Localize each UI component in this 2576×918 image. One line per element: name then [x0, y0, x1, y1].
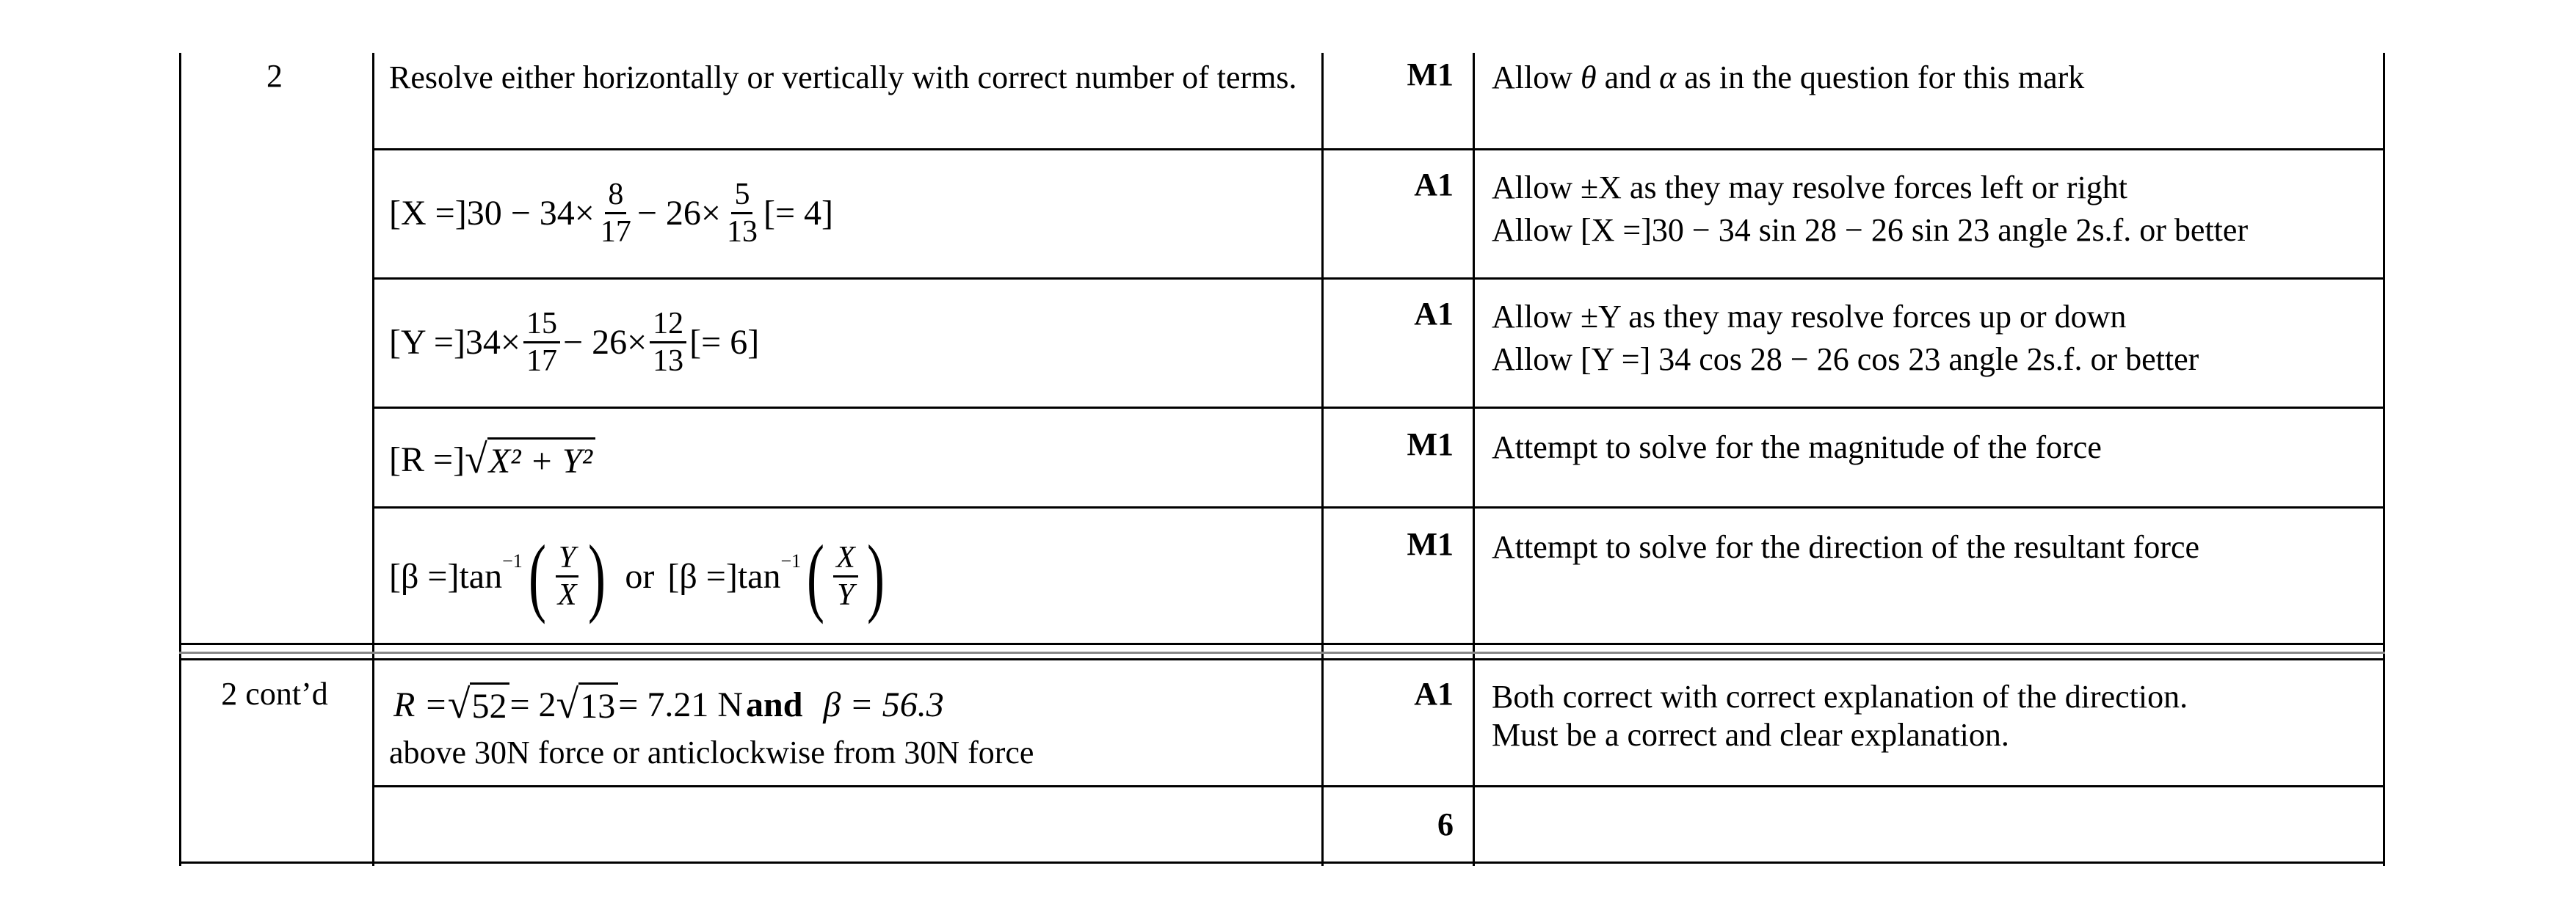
superscript: −1: [780, 550, 802, 572]
notes-line: Allow ±Y as they may resolve forces up or down: [1492, 299, 2127, 335]
radicand: 52: [470, 682, 509, 726]
fraction: [650, 306, 686, 379]
question-number: 2 cont’d: [221, 676, 328, 712]
notes-line: Allow [Y =] 34 cos 28 − 26 cos 23 angle 2s.f. or better: [1492, 341, 2199, 377]
fraction: [555, 540, 580, 613]
mark: M1: [1407, 57, 1454, 92]
mark: M1: [1407, 526, 1454, 562]
paren-open: (: [807, 527, 825, 624]
notes-line: Allow [X =]30 − 34 sin 28 − 26 sin 23 angle 2s.f. or better: [1492, 212, 2249, 248]
notes: [1492, 56, 2373, 100]
working-equation: [389, 298, 759, 386]
equation-lhs: [Y =]: [389, 322, 465, 362]
divider: [372, 53, 374, 866]
alpha-symbol: α: [1659, 59, 1677, 95]
divider: [372, 148, 2385, 150]
divider: [179, 652, 2385, 654]
divider: [179, 643, 2385, 645]
divider: [2383, 53, 2385, 866]
equation-result: [= 4]: [763, 193, 834, 233]
divider: [179, 658, 2385, 660]
numerator: 15: [523, 306, 560, 343]
notes: Attempt to solve for the magnitude of the force: [1492, 429, 2102, 465]
fraction: [598, 177, 634, 249]
equation-lhs: [β =]tan: [389, 556, 503, 596]
equation-lhs: [β =]tan: [667, 556, 781, 596]
fraction: [523, 306, 560, 379]
denominator: 17: [526, 343, 557, 378]
numerator: X: [833, 540, 858, 578]
notes-text: and: [1604, 59, 1652, 95]
equation-term: − 26×: [636, 193, 721, 233]
total-mark: 6: [1437, 806, 1454, 842]
equation-result: [= 6]: [689, 322, 760, 362]
working-equation: [389, 528, 890, 624]
superscript: −1: [502, 550, 523, 572]
denominator: 13: [726, 214, 758, 249]
divider: [372, 277, 2385, 280]
denominator: 13: [653, 343, 684, 378]
divider: [372, 785, 2385, 787]
equation-lhs: [X =]: [389, 193, 467, 233]
paren-open: (: [528, 527, 546, 624]
square-root: [448, 681, 510, 728]
fraction: [724, 177, 761, 249]
working-text: Resolve either horizontally or vertically with correct number of terms.: [389, 59, 1297, 95]
radicand: 13: [578, 682, 618, 726]
divider: [1321, 53, 1324, 866]
mark: A1: [1414, 296, 1454, 332]
divider: [372, 407, 2385, 409]
denominator: Y: [837, 578, 855, 612]
divider: [179, 53, 181, 646]
and-text: and: [746, 685, 803, 724]
numerator: 8: [605, 177, 626, 214]
paren-close: ): [866, 527, 885, 624]
divider: [1473, 53, 1475, 866]
mark: A1: [1414, 676, 1454, 712]
question-number: 2: [266, 58, 283, 94]
numerator: 5: [731, 177, 752, 214]
notes-line: Allow ±X as they may resolve forces left or right: [1492, 170, 2128, 205]
working-equation: [393, 682, 944, 726]
equation-term: β = 56.3: [823, 685, 944, 724]
fraction: [833, 540, 858, 613]
notes-text: as in the question for this mark: [1684, 59, 2085, 95]
working-text: above 30N force or anticlockwise from 30N force: [389, 735, 1034, 771]
equation-term: 34×: [465, 322, 520, 362]
numerator: 12: [650, 306, 686, 343]
square-root: [556, 681, 619, 728]
mark: M1: [1407, 426, 1454, 462]
equation-term: 30 − 34×: [466, 193, 595, 233]
radical-sign: √: [447, 682, 471, 727]
paren-close: ): [588, 527, 606, 624]
working-equation: [389, 169, 833, 257]
divider: [179, 861, 2385, 864]
divider: [372, 506, 2385, 509]
radical-sign: √: [556, 682, 579, 727]
equation-term: R =: [393, 685, 448, 724]
square-root: [465, 436, 595, 483]
equation-term: − 26×: [563, 322, 647, 362]
denominator: 17: [600, 214, 631, 249]
equation-term: = 2: [509, 685, 556, 724]
notes-line: Both correct with correct explanation of the direction.: [1492, 679, 2188, 715]
equation-lhs: [R =]: [389, 440, 465, 479]
notes-line: Must be a correct and clear explanation.: [1492, 717, 2009, 753]
equation-term: = 7.21 N: [618, 685, 743, 724]
notes-text: Allow: [1492, 59, 1572, 95]
notes: Attempt to solve for the direction of the resultant force: [1492, 529, 2200, 565]
mark: A1: [1414, 167, 1454, 203]
radicand: X² + Y²: [487, 437, 595, 481]
radical-sign: √: [465, 437, 487, 482]
working-equation: [389, 430, 595, 489]
numerator: Y: [556, 540, 578, 578]
theta-symbol: θ: [1581, 59, 1597, 95]
denominator: X: [557, 578, 577, 612]
or-text: or: [625, 556, 655, 596]
